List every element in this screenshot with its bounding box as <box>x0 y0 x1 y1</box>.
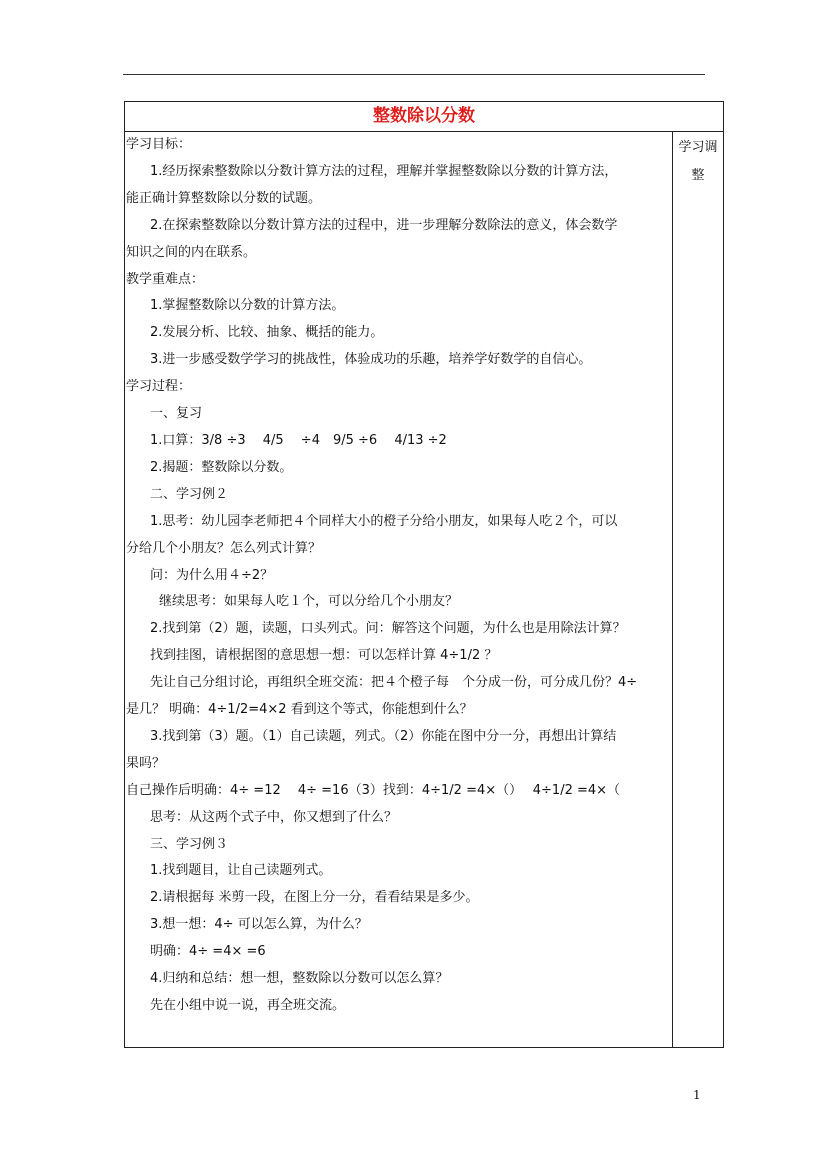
content-line: 1.掌握整数除以分数的计算方法。 <box>150 298 345 314</box>
content-line: 学习过程： <box>126 379 192 395</box>
content-line: 三、学习例３ <box>150 836 229 852</box>
content-line: 2.发展分析、比较、抽象、概括的能力。 <box>150 325 384 341</box>
content-line: 2.请根据每 米剪一段，在图上分一分，看看结果是多少。 <box>150 890 479 906</box>
content-line: 3.进一步感受数学学习的挑战性，体验成功的乐趣，培养学好数学的自信心。 <box>150 352 592 368</box>
lesson-content <box>126 132 671 1020</box>
content-line: 先在小组中说一说，再全班交流。 <box>150 998 346 1013</box>
content-line: 自己操作后明确：4÷ =12 4÷ =16（3）找到：4÷1/2 =4×（） 4÷1/2 =4×（ <box>126 782 621 798</box>
content-line: 先让自己分组讨论，再组织全班交流：把４个橙子每 个分成一份，可分成几份？4÷ <box>150 675 638 691</box>
content-line: 问：为什么用４÷2？ <box>150 567 274 583</box>
content-line: 4.归纳和总结：想一想，整数除以分数可以怎么算？ <box>150 971 449 987</box>
content-line: 1.经历探索整数除以分数计算方法的过程，理解并掌握整数除以分数的计算方法， <box>150 163 618 179</box>
content-line: 3.想一想：4÷ 可以怎么算，为什么？ <box>150 917 368 933</box>
content-line: 明确：4÷ =4× =6 <box>150 944 266 960</box>
side-column-label: 学习调整 <box>678 140 718 183</box>
page-number: 1 <box>693 1088 701 1102</box>
content-line: 学习目标： <box>126 137 192 152</box>
content-line: 1.找到题目，让自己读题列式。 <box>150 863 332 879</box>
content-line: 2.找到第（2）题，读题，口头列式。问：解答这个问题，为什么也是用除法计算？ <box>150 621 626 637</box>
content-line: 2.在探索整数除以分数计算方法的过程中，进一步理解分数除法的意义，体会数学 <box>150 217 618 233</box>
content-line: 1.思考：幼儿园李老师把４个同样大小的橙子分给小朋友，如果每人吃２个，可以 <box>150 513 618 529</box>
content-line: 教学重难点： <box>126 271 205 287</box>
content-line: 知识之间的内在联系。 <box>126 244 257 260</box>
content-line: 一、复习 <box>150 406 203 422</box>
content-line: 继续思考：如果每人吃１个，可以分给几个小朋友？ <box>159 594 459 610</box>
content-line: 找到挂图，请根据图的意思想一想：可以怎样计算 4÷1/2 ？ <box>150 648 498 664</box>
content-line: 2.揭题：整数除以分数。 <box>150 459 293 475</box>
content-line: 思考：从这两个式子中，你又想到了什么？ <box>150 809 398 825</box>
lesson-table <box>124 101 724 1048</box>
content-line: 果吗？ <box>126 755 166 771</box>
content-line: 二、学习例２ <box>150 486 229 502</box>
content-line: 能正确计算整数除以分数的试题。 <box>126 190 322 206</box>
content-line: 1.口算：3/8 ÷3 4/5 ÷4 9/5 ÷6 4/13 ÷2 <box>150 432 447 448</box>
column-divider <box>672 131 673 1047</box>
document-title: 整数除以分数 <box>125 102 723 132</box>
header-rule <box>123 74 705 75</box>
content-line: 分给几个小朋友？怎么列式计算？ <box>126 540 322 556</box>
content-line: 是几？ 明确：4÷1/2=4×2 看到这个等式，你能想到什么？ <box>126 702 473 718</box>
content-line: 3.找到第（3）题。（1）自己读题，列式。（2）你能在图中分一分，再想出计算结 <box>150 728 617 744</box>
